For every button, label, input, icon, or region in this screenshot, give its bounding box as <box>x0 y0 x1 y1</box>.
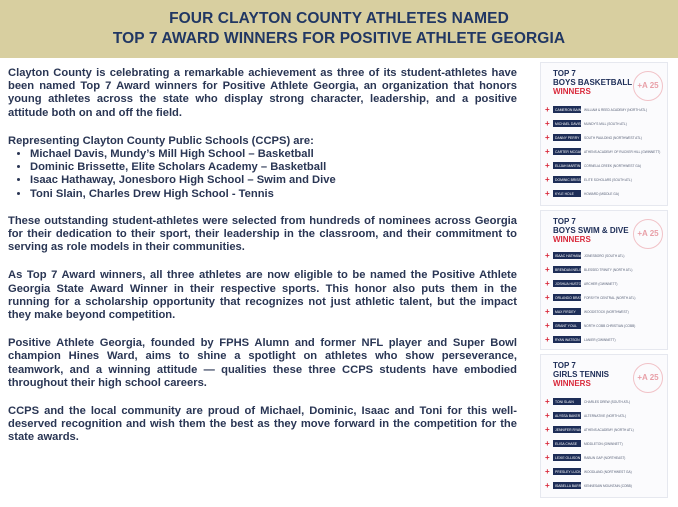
plus-icon: + <box>545 133 550 142</box>
list-item: + TONI SLAIN CHARLES DREW (SOUTH ATL) <box>545 397 631 406</box>
closing-paragraph: CCPS and the local community are proud of Michael, Dominic, Isaac and Toni for this well-deserved recognition and wish them the best as they move forward in the competition for the state awards. <box>8 405 517 444</box>
girls-tennis-card <box>540 354 668 498</box>
plus-icon: + <box>545 467 550 476</box>
article-body <box>8 67 517 460</box>
card-title: TOP 7 BOYS BASKETBALL WINNERS <box>553 69 633 96</box>
boys-basketball-card <box>540 62 668 206</box>
plus-icon: + <box>545 175 550 184</box>
eligibility-paragraph: As Top 7 Award winners, all three athletes are now eligible to be named the Positive Athlete Georgia State Award Winner in their respective sports. This honor also puts them in the running for a scholarship opportunity that recognizes not just athletic talent, but the impact they make beyond competition. <box>8 269 517 322</box>
plus-icon: + <box>545 307 550 316</box>
list-item: + ELISA CHASE MIDDLETON (GWINNETT) <box>545 439 623 448</box>
list-item: + LEXIE OLLISON RABUN GAP (NORTHEAST) <box>545 453 626 462</box>
plus-icon: + <box>545 335 550 344</box>
athlete-item: • Toni Slain, Charles Drew High School - Tennis <box>30 188 517 201</box>
list-item: + ISABELLA BARRY KENNESAW MOUNTAIN (COBB) <box>545 481 632 490</box>
plus-icon: + <box>545 439 550 448</box>
intro-paragraph: Clayton County is celebrating a remarkable achievement as three of its student-athletes have been named Top 7 Award winners for Positive Athlete Georgia, an organization that honors young athletes across the state who display strong character, leadership, and a positive attitude both on and off the field. <box>8 67 517 119</box>
card-title: TOP 7 GIRLS TENNIS WINNERS <box>553 361 610 388</box>
positive-athlete-logo: +A 25 <box>633 363 663 393</box>
athlete-item: • Michael Davis, Mundy’s Mill High School – Basketball <box>30 148 517 161</box>
page-header <box>0 0 678 58</box>
list-item: + ISAAC HATHAWAY JONESBORO (SOUTH ATL) <box>545 251 625 260</box>
plus-icon: + <box>545 265 550 274</box>
plus-icon: + <box>545 119 550 128</box>
headline-line-2: TOP 7 AWARD WINNERS FOR POSITIVE ATHLETE GEORGIA <box>112 30 566 47</box>
list-item: + MAX FIRDEY WOODSTOCK (NORTHWEST) <box>545 307 629 316</box>
list-item: + JENNIFER RYAN ATHENS ACADEMY (NORTH ATL) <box>545 425 634 434</box>
list-item: + JOSHUA HUSTON ARCHER (GWINNETT) <box>545 279 618 288</box>
list-item: + ELIJAH MARTIN CORNELIA CREEK (NORTHWEST GA) <box>545 161 641 170</box>
list-item: + RYAN WATSON LANIER (GWINNETT) <box>545 335 616 344</box>
list-item: + GRANT YOUL NORTH COBB CHRISTIAN (COBB) <box>545 321 636 330</box>
athlete-list <box>8 148 517 201</box>
plus-icon: + <box>545 105 550 114</box>
athlete-item: • Dominic Brissette, Elite Scholars Academy – Basketball <box>30 161 517 174</box>
list-intro: Representing Clayton County Public Schools (CCPS) are: <box>8 134 314 147</box>
list-item: + BRENDAN NELSON BLESSED TRINITY (NORTH ATL) <box>545 265 633 274</box>
list-item: + PRESLEY LUCKADY WOODLAND (NORTHWEST GA) <box>545 467 632 476</box>
card-title: TOP 7 BOYS SWIM & DIVE WINNERS <box>553 217 629 244</box>
list-item: + CARTER MCGANN ATHENS ACADEMY OF RUCKER HILL (GWINNETT) <box>545 147 661 156</box>
plus-icon: + <box>545 147 550 156</box>
organization-paragraph: Positive Athlete Georgia, founded by FPHS Alumn and former NFL player and Super Bowl champion Hines Ward, aims to shine a spotlight on athletes who show perseverance, teamwork, and a winning attitude — qualities these three CCPS students have embodied throughout their high school careers. <box>8 337 517 389</box>
plus-icon: + <box>545 411 550 420</box>
list-item: + ALYSSA BAKER ALTERNATIVE (NORTH ATL) <box>545 411 626 420</box>
list-item: + DANNY PERRY SOUTH PAULDING (NORTHWEST ATL) <box>545 133 642 142</box>
plus-icon: + <box>545 425 550 434</box>
list-item: + KYLE HOLE HOWARD (MIDDLE GA) <box>545 189 619 198</box>
plus-icon: + <box>545 397 550 406</box>
positive-athlete-logo: +A 25 <box>633 71 663 101</box>
plus-icon: + <box>545 481 550 490</box>
headline-line-1: FOUR CLAYTON COUNTY ATHLETES NAMED <box>169 10 509 27</box>
athlete-item: • Isaac Hathaway, Jonesboro High School – Swim and Dive <box>30 174 517 187</box>
plus-icon: + <box>545 251 550 260</box>
positive-athlete-logo: +A 25 <box>633 219 663 249</box>
list-item: + ORLANDO BRATTS FORSYTH CENTRAL (NORTH ATL) <box>545 293 636 302</box>
plus-icon: + <box>545 453 550 462</box>
list-item: + CAMERON BAIN WILLIAM & REED ACADEMY (NORTH ATL) <box>545 105 647 114</box>
plus-icon: + <box>545 279 550 288</box>
list-item: + MICHAEL DAVIS MUNDY'S MILL (SOUTH ATL) <box>545 119 627 128</box>
list-item: + DOMINIC BRISSETTE ELITE SCHOLARS (SOUTH ATL) <box>545 175 632 184</box>
plus-icon: + <box>545 293 550 302</box>
plus-icon: + <box>545 321 550 330</box>
selection-paragraph: These outstanding student-athletes were selected from hundreds of nominees across Georgia for their dedication to their sport, their leadership in the classroom, and their commitment to serving as role models in their communities. <box>8 214 517 254</box>
plus-icon: + <box>545 161 550 170</box>
boys-swim-dive-card <box>540 210 668 350</box>
plus-icon: + <box>545 189 550 198</box>
